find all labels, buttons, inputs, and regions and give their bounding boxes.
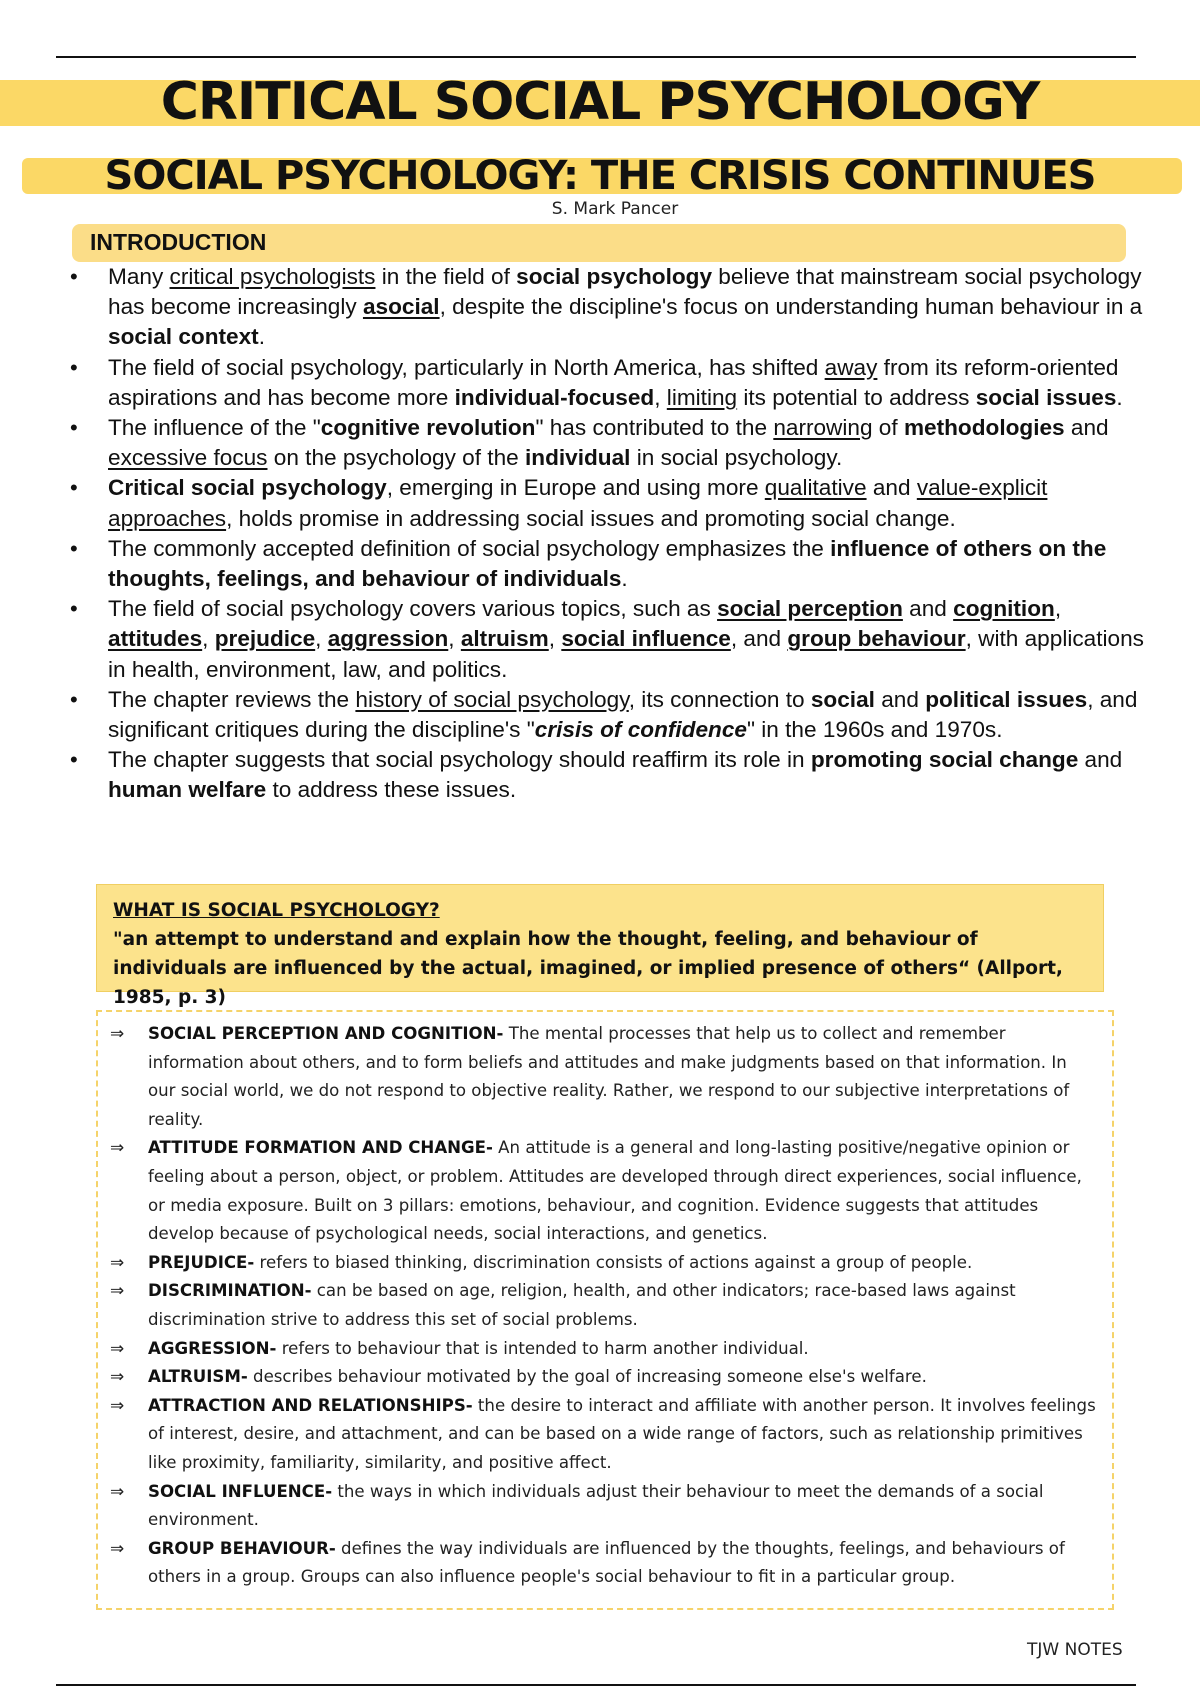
bold-text: individual-focused bbox=[454, 384, 655, 410]
top-rule bbox=[56, 56, 1136, 58]
right-double-arrow-icon: ⇒ bbox=[110, 1538, 125, 1559]
text: The commonly accepted definition of social psychology emphasizes the bbox=[108, 535, 831, 561]
text: to address these issues. bbox=[266, 777, 517, 803]
bold-underlined-text: social influence bbox=[561, 626, 731, 652]
text: The chapter reviews the bbox=[108, 686, 356, 712]
bold-underlined-text: group behaviour bbox=[787, 626, 966, 652]
text: " has contributed to the bbox=[535, 415, 774, 441]
text: and bbox=[1078, 747, 1123, 773]
topic-description: defines the way individuals are influenced by the thoughts, feelings, and behaviours of others in a group. Groups can also influence people's social behaviour to fit in a particular group. bbox=[148, 1538, 1065, 1587]
bold-underlined-text: asocial bbox=[362, 294, 440, 320]
topic-description: An attitude is a general and long-lasting positive/negative opinion or feeling about a person, object, or problem. Attitudes are developed through direct experiences, social influence, or media exposure. Built on 3 pillars: emotions, behaviour, and cognition. Evidence suggests that attitudes develop because of psychological needs, social interactions, and genetics. bbox=[148, 1138, 1082, 1244]
text: , holds promise in addressing social issues and promoting social change. bbox=[226, 505, 956, 531]
text: . bbox=[258, 324, 265, 350]
topic-term: ATTRACTION AND RELATIONSHIPS- bbox=[148, 1395, 473, 1415]
topic-term: DISCRIMINATION- bbox=[148, 1281, 312, 1301]
right-double-arrow-icon: ⇒ bbox=[110, 1338, 125, 1359]
bold-text: cognitive revolution bbox=[320, 415, 536, 441]
text: The influence of the " bbox=[108, 415, 321, 441]
bold-text: methodologies bbox=[903, 415, 1065, 441]
text: " in the 1960s and 1970s. bbox=[746, 717, 1003, 743]
text: . bbox=[1116, 384, 1123, 410]
text: , bbox=[315, 626, 328, 652]
bold-text: Critical social psychology bbox=[108, 475, 387, 501]
list-item bbox=[110, 1392, 1098, 1478]
bold-underlined-text: prejudice bbox=[214, 626, 316, 652]
text: The field of social psychology covers various topics, such as bbox=[108, 596, 718, 622]
underlined-text: qualitative bbox=[764, 475, 867, 501]
list-item bbox=[70, 473, 1150, 533]
underlined-text: away bbox=[824, 354, 878, 380]
topic-term: SOCIAL INFLUENCE- bbox=[148, 1481, 333, 1501]
topic-term: GROUP BEHAVIOUR- bbox=[148, 1538, 336, 1558]
bold-text: social context bbox=[108, 324, 259, 350]
topics-box bbox=[96, 1010, 1114, 1610]
text: The chapter suggests that social psychology should reaffirm its role in bbox=[108, 747, 811, 773]
topic-description: describes behaviour motivated by the goal of increasing someone else's welfare. bbox=[247, 1367, 927, 1387]
right-double-arrow-icon: ⇒ bbox=[110, 1395, 125, 1416]
definition-quote: "an attempt to understand and explain how the thought, feeling, and behaviour of individuals are influenced by the actual, imagined, or implied presence of others“ (Allport, 1985, p. 3) bbox=[113, 929, 1063, 1008]
introduction-heading: INTRODUCTION bbox=[90, 229, 267, 255]
list-item bbox=[70, 594, 1150, 685]
topic-term: ALTRUISM- bbox=[148, 1367, 248, 1387]
underlined-text: limiting bbox=[666, 384, 738, 410]
text: and bbox=[866, 475, 917, 501]
bold-text: promoting social change bbox=[810, 747, 1079, 773]
right-double-arrow-icon: ⇒ bbox=[110, 1481, 125, 1502]
introduction-list bbox=[70, 262, 1150, 806]
right-double-arrow-icon: ⇒ bbox=[110, 1138, 125, 1159]
bold-text: influence of others on the thoughts, feelings, and behaviour of individuals bbox=[108, 535, 1107, 592]
page-title: CRITICAL SOCIAL PSYCHOLOGY bbox=[160, 72, 1040, 132]
list-item bbox=[110, 1478, 1098, 1535]
underlined-text: history of social psychology bbox=[355, 686, 629, 712]
list-item bbox=[70, 413, 1150, 473]
right-double-arrow-icon: ⇒ bbox=[110, 1252, 125, 1273]
bold-underlined-text: cognition bbox=[953, 596, 1055, 622]
text: , its connection to bbox=[628, 686, 811, 712]
list-item bbox=[70, 262, 1150, 353]
right-double-arrow-icon: ⇒ bbox=[110, 1024, 125, 1044]
topic-description: the ways in which individuals adjust their behaviour to meet the demands of a social environment. bbox=[148, 1481, 1044, 1530]
topic-description: refers to behaviour that is intended to harm another individual. bbox=[276, 1338, 809, 1358]
text: , emerging in Europe and using more bbox=[386, 475, 765, 501]
text: , and significant critiques during the discipline's " bbox=[108, 686, 1138, 743]
bold-text: social issues bbox=[975, 384, 1117, 410]
bold-underlined-text: altruism bbox=[460, 626, 549, 652]
text: , with applications in health, environment, law, and politics. bbox=[108, 626, 1144, 682]
bold-underlined-text: attitudes bbox=[108, 626, 203, 652]
bold-underlined-text: aggression bbox=[327, 626, 449, 652]
list-item bbox=[110, 1277, 1098, 1334]
text: and bbox=[902, 596, 954, 622]
list-item bbox=[70, 353, 1150, 413]
topic-term: PREJUDICE- bbox=[148, 1252, 255, 1272]
text: . bbox=[621, 566, 628, 592]
list-item bbox=[110, 1363, 1098, 1392]
text: , bbox=[202, 626, 215, 652]
topic-description: The mental processes that help us to collect and remember information about others, and to form beliefs and attitudes and make judgments based on that information. In our social world, we do not respond to objective reality. Rather, we respond to our subjective interpretations of reality. bbox=[148, 1024, 1070, 1129]
text: The field of social psychology, particularly in North America, has shifted bbox=[108, 354, 825, 380]
topic-description: can be based on age, religion, health, and other indicators; race-based laws against discrimination strive to address this set of social problems. bbox=[148, 1281, 1016, 1329]
text: of bbox=[872, 415, 904, 441]
topics-list bbox=[110, 1020, 1098, 1592]
bold-text: political issues bbox=[925, 686, 1088, 712]
underlined-text: value-explicit approaches bbox=[108, 475, 1048, 531]
text: in the field of bbox=[375, 264, 517, 289]
bold-text: social psychology bbox=[516, 264, 713, 289]
text: in social psychology. bbox=[630, 445, 843, 471]
list-item bbox=[70, 534, 1150, 594]
definition-box bbox=[96, 884, 1104, 1008]
text: , and bbox=[730, 626, 788, 652]
topic-term: AGGRESSION- bbox=[148, 1338, 277, 1358]
underlined-text: critical psychologists bbox=[169, 264, 376, 289]
page-subtitle: SOCIAL PSYCHOLOGY: THE CRISIS CONTINUES bbox=[104, 153, 1096, 199]
bold-text: social bbox=[810, 686, 875, 712]
text: its potential to address bbox=[737, 384, 976, 410]
text: , bbox=[548, 626, 562, 652]
author: S. Mark Pancer bbox=[551, 199, 679, 219]
underlined-text: excessive focus bbox=[108, 445, 268, 471]
list-item bbox=[70, 745, 1150, 805]
right-double-arrow-icon: ⇒ bbox=[110, 1367, 125, 1388]
topic-term: ATTITUDE FORMATION AND CHANGE- bbox=[148, 1138, 493, 1158]
text: and bbox=[1064, 415, 1109, 441]
list-item bbox=[110, 1335, 1098, 1364]
list-item bbox=[70, 685, 1150, 745]
underlined-text: narrowing bbox=[773, 415, 873, 441]
footer-label: TJW NOTES bbox=[1027, 1640, 1123, 1660]
bottom-rule bbox=[56, 1684, 1136, 1686]
list-item bbox=[110, 1134, 1098, 1248]
bold-text: human welfare bbox=[108, 777, 267, 803]
text: , bbox=[654, 384, 667, 410]
text: , bbox=[1054, 596, 1062, 622]
bold-italic-text: crisis of confidence bbox=[534, 717, 747, 743]
text: Many bbox=[108, 264, 170, 289]
text: and bbox=[874, 686, 926, 712]
text: , despite the discipline's focus on understanding human behaviour in a bbox=[439, 294, 1143, 320]
right-double-arrow-icon: ⇒ bbox=[110, 1281, 125, 1302]
topic-description: the desire to interact and affiliate with another person. It involves feelings of interest, desire, and attachment, and can be based on a wide range of factors, such as relationship primitives like proximity, familiarity, similarity, and positive affect. bbox=[148, 1395, 1096, 1472]
text: , bbox=[448, 626, 461, 652]
list-item bbox=[110, 1249, 1098, 1278]
bold-underlined-text: social perception bbox=[717, 596, 903, 622]
text: on the psychology of the bbox=[267, 445, 525, 471]
text: believe that mainstream social psychology has become increasingly bbox=[108, 264, 1142, 320]
text: from its reform-oriented aspirations and has become more bbox=[108, 354, 1119, 410]
list-item bbox=[110, 1020, 1098, 1134]
bold-text: individual bbox=[524, 445, 631, 471]
topic-description: refers to biased thinking, discrimination consists of actions against a group of people. bbox=[254, 1252, 973, 1272]
list-item bbox=[110, 1535, 1098, 1592]
topic-term: SOCIAL PERCEPTION AND COGNITION- bbox=[148, 1024, 504, 1043]
definition-title: WHAT IS SOCIAL PSYCHOLOGY? bbox=[113, 900, 440, 921]
